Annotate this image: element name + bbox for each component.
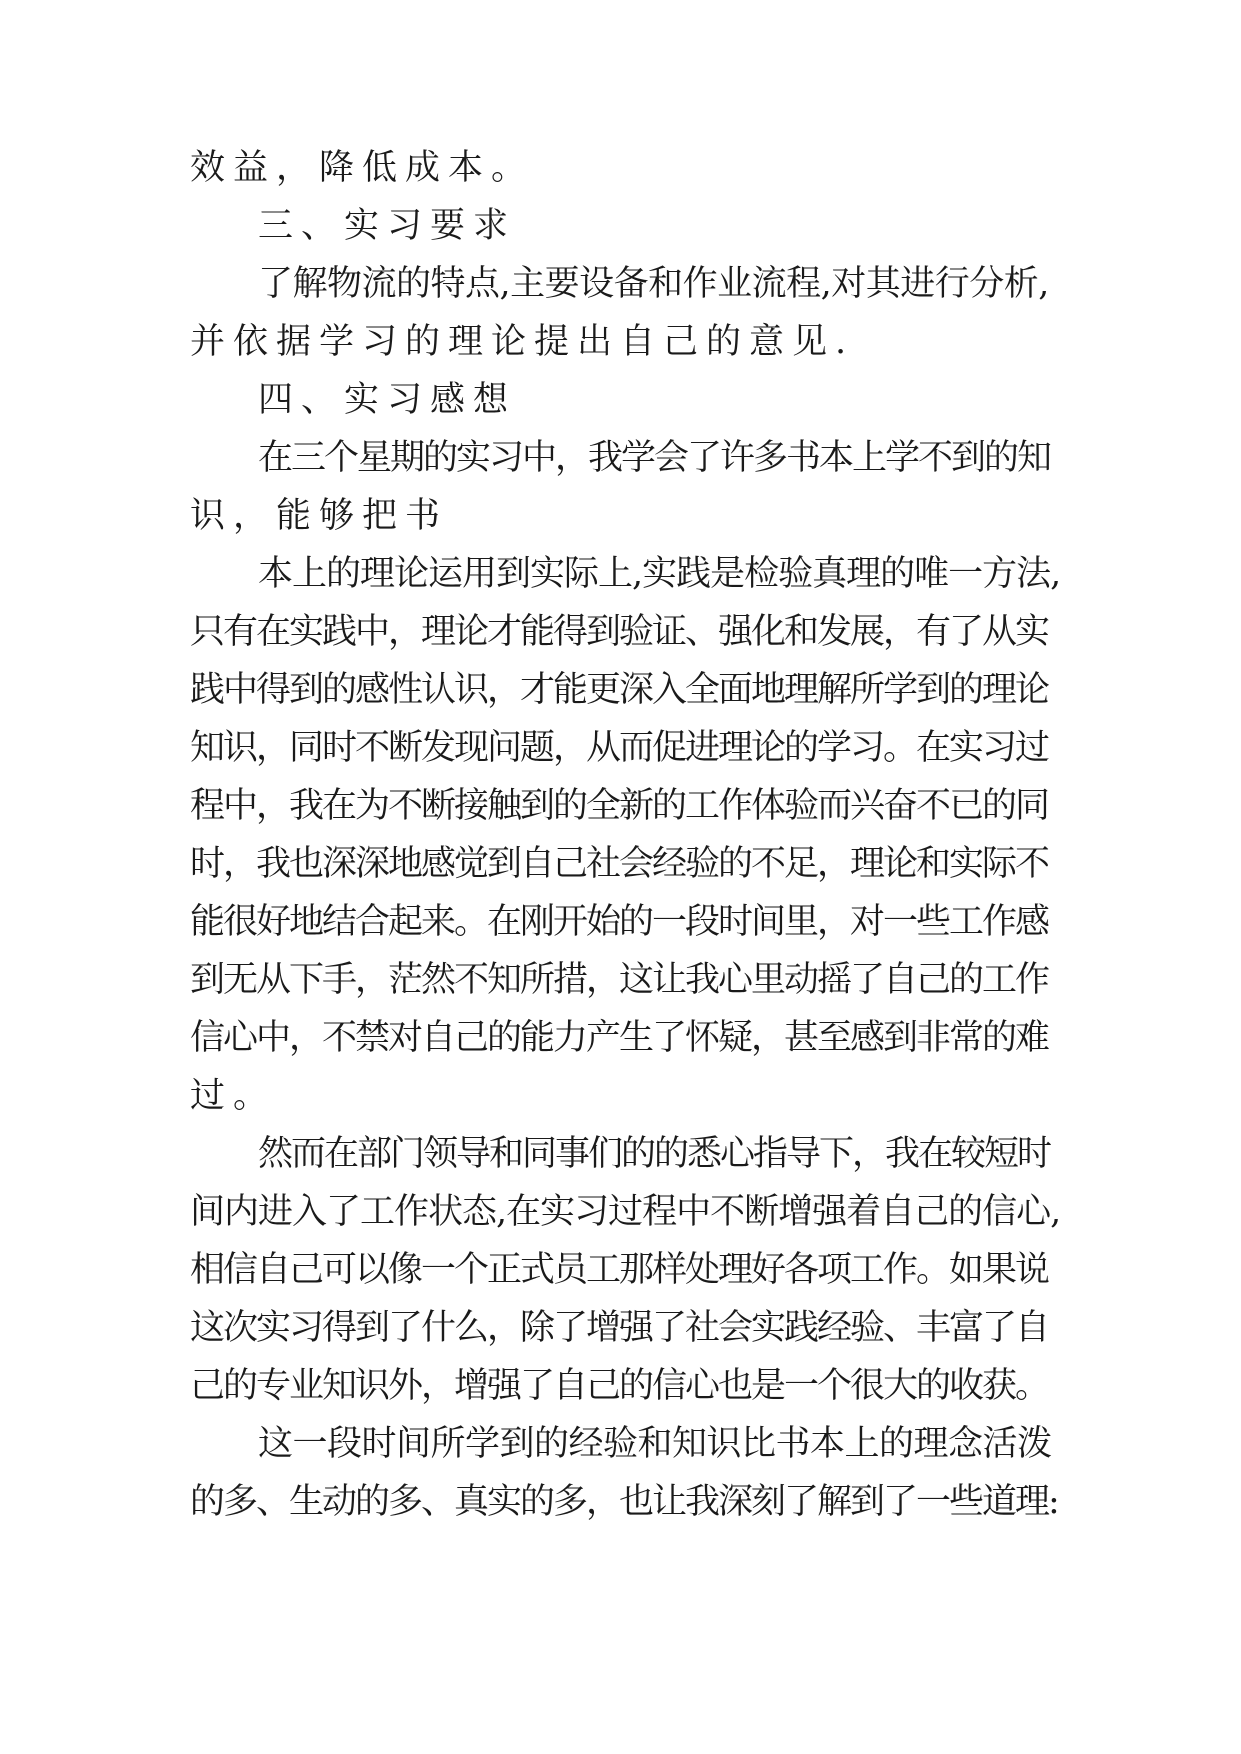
text-line: 本上的理论运用到实际上,实践是检验真理的唯一方法, xyxy=(258,554,1061,594)
text-line: 到无从下手，茫然不知所措，这让我心里动摇了自己的工作 xyxy=(190,960,1049,1000)
text-line: 程中，我在为不断接触到的全新的工作体验而兴奋不已的同 xyxy=(190,786,1049,826)
text-line: 信心中，不禁对自己的能力产生了怀疑，甚至感到非常的难 xyxy=(190,1018,1049,1058)
text-line: 能很好地结合起来。在刚开始的一段时间里，对一些工作感 xyxy=(190,902,1049,942)
text-line: 相信自己可以像一个正式员工那样处理好各项工作。如果说 xyxy=(190,1250,1049,1290)
text-line: 了解物流的特点,主要设备和作业流程,对其进行分析, xyxy=(258,264,1049,304)
text-line: 的多、生动的多、真实的多，也让我深刻了解到了一些道理: xyxy=(190,1482,1058,1522)
text-line: 这次实习得到了什么，除了增强了社会实践经验、丰富了自 xyxy=(190,1308,1049,1348)
section-heading: 四、实习感想 xyxy=(258,380,517,420)
text-line: 时，我也深深地感觉到自己社会经验的不足，理论和实际不 xyxy=(190,844,1049,884)
text-line: 并依据学习的理论提出自己的意见. xyxy=(190,322,855,362)
text-line: 识，能够把书 xyxy=(190,496,449,536)
text-line: 这一段时间所学到的经验和知识比书本上的理念活泼 xyxy=(258,1424,1052,1464)
text-line: 间内进入了工作状态,在实习过程中不断增强着自己的信心, xyxy=(190,1192,1061,1232)
text-line: 然而在部门领导和同事们的的悉心指导下，我在较短时 xyxy=(258,1134,1051,1174)
text-line: 己的专业知识外，增强了自己的信心也是一个很大的收获。 xyxy=(190,1366,1049,1406)
text-line: 知识，同时不断发现问题，从而促进理论的学习。在实习过 xyxy=(190,728,1049,768)
section-heading: 三、实习要求 xyxy=(258,206,517,246)
text-line: 在三个星期的实习中，我学会了许多书本上学不到的知 xyxy=(258,438,1051,478)
text-line: 只有在实践中，理论才能得到验证、强化和发展，有了从实 xyxy=(190,612,1049,652)
text-line: 过。 xyxy=(190,1076,277,1116)
text-line: 效益，降低成本。 xyxy=(190,148,535,188)
text-line: 践中得到的感性认识，才能更深入全面地理解所学到的理论 xyxy=(190,670,1049,710)
